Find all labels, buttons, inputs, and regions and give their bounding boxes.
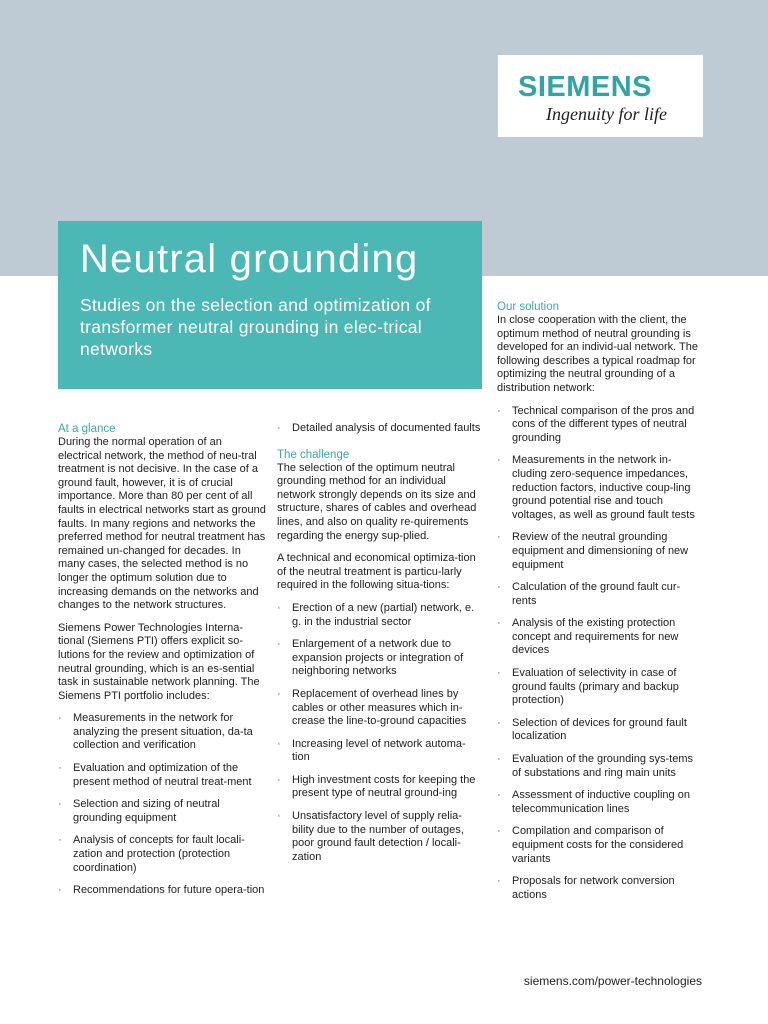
list-item: · Enlargement of a network due to expansion projects or integration of neighboring networks xyxy=(277,638,482,679)
list-item: · Analysis of the existing protection concept and requirements for new devices xyxy=(497,617,704,658)
section-heading-our-solution: Our solution xyxy=(497,301,560,313)
list-item: · Evaluation and optimization of the present method of neutral treat-ment xyxy=(58,762,266,789)
list-item: · Review of the neutral grounding equipment and dimensioning of new equipment xyxy=(497,531,704,572)
list-item: · Selection and sizing of neutral grounding equipment xyxy=(58,798,266,825)
logo-tagline: Ingenuity for life xyxy=(546,104,667,124)
portfolio-list xyxy=(58,712,266,898)
list-item: · Technical comparison of the pros and cons of the different types of neutral grounding xyxy=(497,405,704,446)
paragraph: During the normal operation of an electrical network, the method of neu-tral treatment is not decisive. In the case of a ground fault, however, it is of crucial importance. More than 80 per cent of all faults in electrical networks start as ground faults. In many regions and networks the preferred method for neutral treatment has remained un-changed for decades. In many cases, the selected method is no longer the optimum solution due to increasing demands on the networks and changes to the network structures. xyxy=(58,436,266,612)
list-item: · Replacement of overhead lines by cables or other measures which in-crease the line-to-ground capacities xyxy=(277,688,482,729)
list-item: · Proposals for network conversion actions xyxy=(497,875,704,902)
column-our-solution xyxy=(497,300,704,911)
portfolio-list-continued xyxy=(277,422,482,436)
page-title: Neutral grounding xyxy=(80,237,419,281)
situations-list xyxy=(277,602,482,865)
column-at-a-glance xyxy=(58,422,266,907)
list-item: · Compilation and comparison of equipment costs for the considered variants xyxy=(497,825,704,866)
list-item: · High investment costs for keeping the present type of neutral ground-ing xyxy=(277,774,482,801)
list-item: · Evaluation of selectivity in case of ground faults (primary and backup protection) xyxy=(497,667,704,708)
siemens-logo[interactable] xyxy=(498,55,703,137)
list-item: · Evaluation of the grounding sys-tems of substations and ring main units xyxy=(497,753,704,780)
paragraph: In close cooperation with the client, the optimum method of neutral grounding is developed for an individ-ual network. The following describes a typical roadmap for optimizing the neutral grounding of a distribution network: xyxy=(497,314,698,394)
list-item: · Unsatisfactory level of supply relia-bility due to the number of outages, poor ground fault detection / locali-zation xyxy=(277,810,482,864)
list-item: · Selection of devices for ground fault localization xyxy=(497,717,704,744)
list-item: · Recommendations for future opera-tion xyxy=(58,884,266,898)
list-item: · Assessment of inductive coupling on telecommunication lines xyxy=(497,789,704,816)
list-item: · Erection of a new (partial) network, e. g. in the industrial sector xyxy=(277,602,482,629)
list-item: · Calculation of the ground fault cur-rents xyxy=(497,581,704,608)
paragraph: Siemens Power Technologies Interna-tional (Siemens PTI) offers explicit so-lutions for the review and optimization of neutral grounding, which is an es-sential task in sustainable network planning. The Siemens PTI portfolio includes: xyxy=(58,621,260,702)
logo-wordmark: SIEMENS xyxy=(518,71,653,103)
section-heading-the-challenge: The challenge xyxy=(277,448,350,461)
title-panel xyxy=(58,221,482,389)
column-the-challenge xyxy=(277,422,482,873)
list-item: · Measurements in the network for analyzing the present situation, da-ta collection and verification xyxy=(58,712,266,753)
roadmap-list xyxy=(497,405,704,903)
paragraph: The selection of the optimum neutral grounding method for an individual network strongly depends on its size and structure, shares of cables and overhead lines, and also on quality re-quirements regarding the energy sup-plied. xyxy=(277,461,477,542)
page-subtitle: Studies on the selection and optimization of transformer neutral grounding in elec-trical networks xyxy=(80,295,431,359)
paragraph: A technical and economical optimiza-tion of the neutral treatment is particu-larly required in the following situa-tions: xyxy=(277,552,476,592)
section-heading-at-a-glance: At a glance xyxy=(58,423,116,435)
list-item: · Measurements in the network in-cluding zero-sequence impedances, reduction factors, inductive coup-ling ground potential rise and touch voltages, as well as ground fault tests xyxy=(497,454,704,522)
list-item: · Increasing level of network automa-tion xyxy=(277,738,482,765)
footer-website-link[interactable]: siemens.com/power-technologies xyxy=(523,974,702,988)
list-item: · Detailed analysis of documented faults xyxy=(277,422,482,436)
list-item: · Analysis of concepts for fault locali-zation and protection (protection coordination) xyxy=(58,834,266,875)
